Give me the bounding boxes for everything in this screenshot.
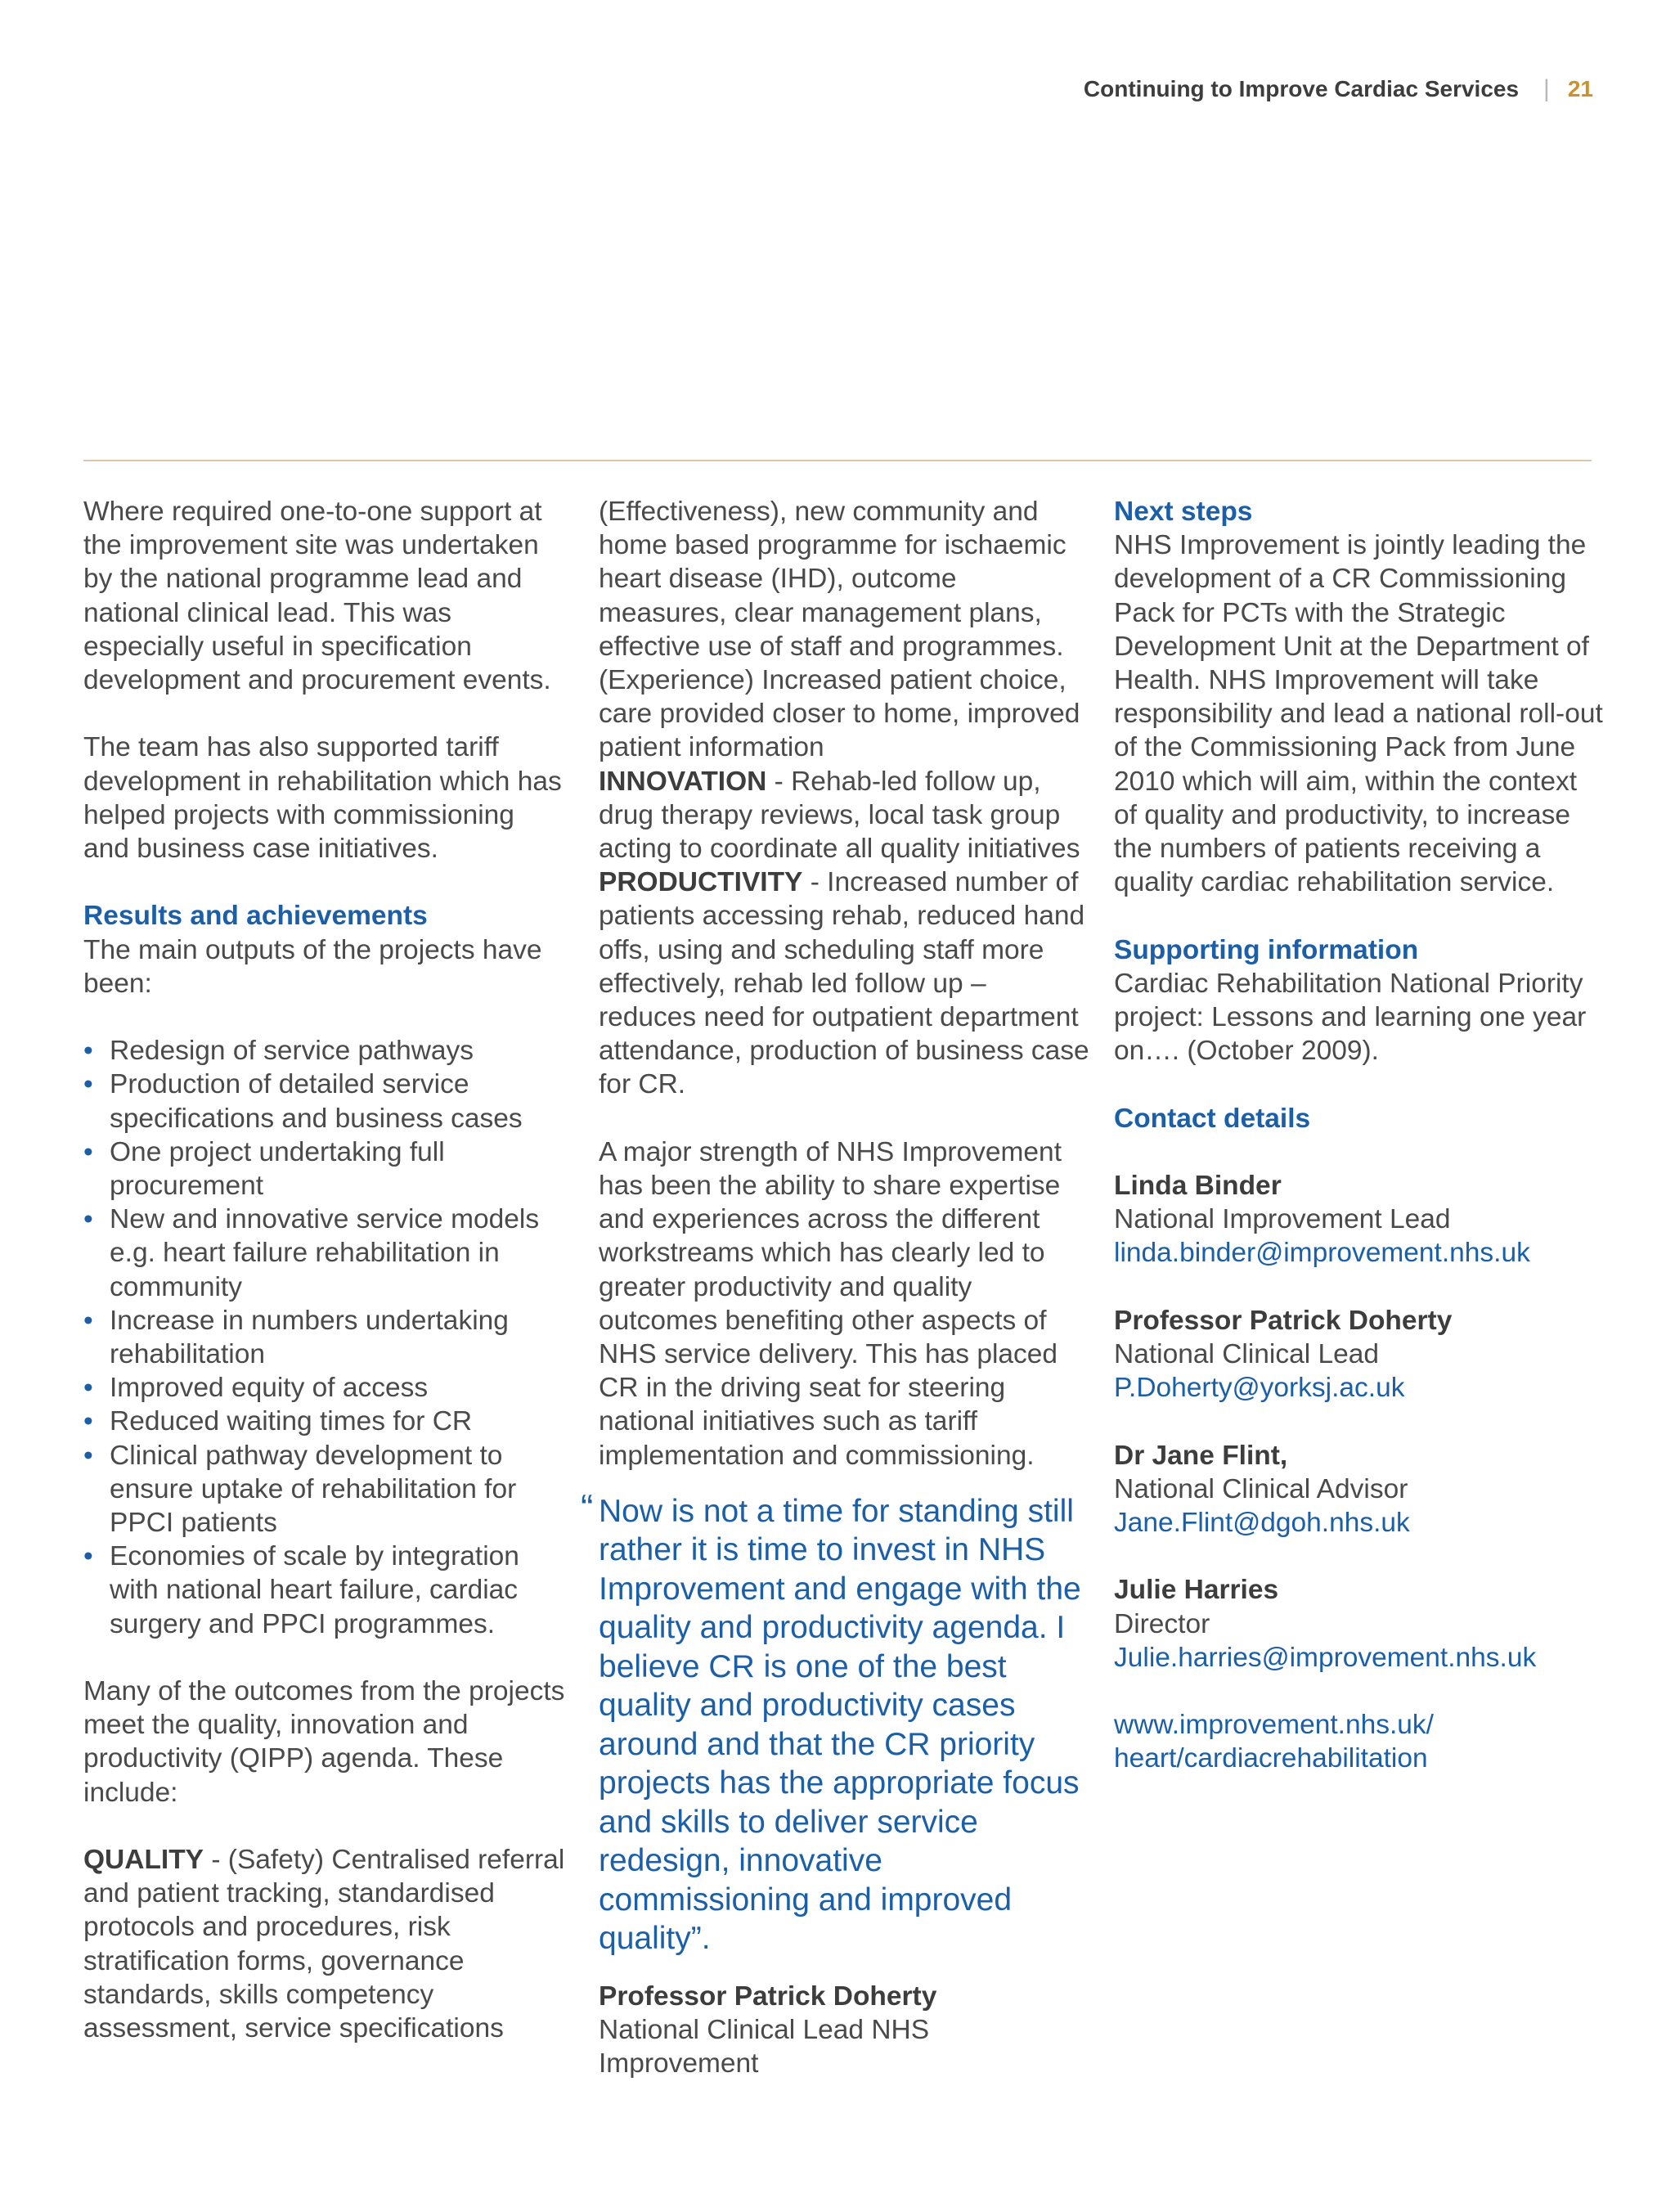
results-intro: The main outputs of the projects have been:	[83, 934, 542, 999]
section-divider	[83, 460, 1592, 461]
bullet-icon: •	[83, 1406, 93, 1437]
list-item: • One project undertaking full procurement	[83, 1136, 445, 1202]
contact-role: National Improvement Lead	[1114, 1204, 1451, 1235]
bullet-icon: •	[83, 1204, 93, 1235]
bullet-icon: •	[83, 1373, 93, 1404]
supporting-info-text: Cardiac Rehabilitation National Priority project: Lessons and learning one year on…. (October 2009).	[1114, 968, 1587, 1067]
next-steps-text: NHS Improvement is jointly leading the development of a CR Commissioning Pack for PCTs with the Strategic Development Unit at the Department of Health. NHS Improvement will take responsibility and lead a national roll-out of the Commissioning Pack from June 2010 which will aim, within the context of quality and productivity, to increase the numbers of patients receiving a quality cardiac rehabilitation service.	[1114, 530, 1603, 898]
column-left	[83, 495, 566, 2045]
innovation-label: INNOVATION	[599, 766, 767, 797]
contact-email-link[interactable]: Julie.harries@improvement.nhs.uk	[1114, 1642, 1537, 1673]
outputs-list	[83, 1034, 566, 1641]
contact-card	[1114, 1573, 1605, 1675]
contact-name: Professor Patrick Doherty	[1114, 1305, 1453, 1336]
list-item: • Increase in numbers undertaking rehabilitation	[83, 1305, 509, 1370]
list-item: • New and innovative service models e.g. heart failure rehabilitation in community	[83, 1204, 540, 1302]
running-header	[1084, 75, 1593, 103]
bullet-icon: •	[83, 1136, 93, 1167]
quality-paragraph: QUALITY - (Safety) Centralised referral and patient tracking, standardised protocols and procedures, risk stratification forms, governance standards, skills competency assessment, service specifications	[83, 1845, 565, 2044]
website-link[interactable]	[1114, 1708, 1605, 1775]
contact-card	[1114, 1304, 1605, 1405]
pull-quote	[581, 1486, 1089, 1958]
contact-role: National Clinical Advisor	[1114, 1473, 1408, 1504]
contact-heading: Contact details	[1114, 1103, 1311, 1134]
contact-name: Dr Jane Flint,	[1114, 1440, 1288, 1471]
bullet-icon: •	[83, 1036, 93, 1067]
contact-role: National Clinical Lead	[1114, 1339, 1380, 1370]
supporting-info-heading: Supporting information	[1114, 934, 1419, 965]
website-link-line-1[interactable]: www.improvement.nhs.uk/	[1114, 1710, 1434, 1741]
list-item: • Clinical pathway development to ensure uptake of rehabilitation for PPCI patients	[83, 1440, 517, 1539]
contact-email-link[interactable]: linda.binder@improvement.nhs.uk	[1114, 1238, 1530, 1269]
quote-mark-icon: “	[581, 1486, 594, 1529]
list-item: • Redesign of service pathways	[83, 1034, 566, 1068]
productivity-paragraph: PRODUCTIVITY - Increased number of patients accessing rehab, reduced hand offs, using and scheduling staff more effectively, rehab led follow up – reduces need for outpatient department attendance, production of business case for CR.	[599, 867, 1089, 1100]
contact-name: Julie Harries	[1114, 1575, 1279, 1606]
list-item: • Production of detailed service specifications and business cases	[83, 1069, 523, 1134]
results-heading: Results and achievements	[83, 901, 428, 932]
header-separator: |	[1543, 75, 1550, 102]
contact-role: Director	[1114, 1608, 1210, 1639]
bullet-icon: •	[83, 1305, 93, 1336]
list-item: • Reduced waiting times for CR	[83, 1405, 566, 1438]
page-number: 21	[1567, 76, 1593, 101]
next-steps-heading: Next steps	[1114, 497, 1253, 527]
column-right	[1114, 495, 1605, 1776]
list-item: • Improved equity of access	[83, 1371, 566, 1405]
intro-paragraph-2: The team has also supported tariff development in rehabilitation which has helped projects with commissioning and business case initiatives.	[83, 732, 562, 865]
quote-text: Now is not a time for standing still rather it is time to invest in NHS Improvement and engage with the quality and productivity agenda. I believe CR is one of the best quality and productivity cases around and that the CR priority projects has the appropriate focus and skills to deliver service redesign, innovative commissioning and improved quality”.	[599, 1493, 1081, 1957]
contact-email-link[interactable]: Jane.Flint@dgoh.nhs.uk	[1114, 1508, 1410, 1539]
list-item: • Economies of scale by integration with national heart failure, cardiac surgery and PPCI programmes.	[83, 1541, 519, 1639]
contact-card	[1114, 1169, 1605, 1270]
bullet-icon: •	[83, 1069, 93, 1100]
bullet-icon: •	[83, 1440, 93, 1471]
column-middle	[581, 495, 1089, 2080]
website-link-line-2[interactable]: heart/cardiacrehabilitation	[1114, 1743, 1428, 1774]
contact-card	[1114, 1439, 1605, 1540]
quality-label: QUALITY	[83, 1845, 204, 1876]
contact-email-link[interactable]: P.Doherty@yorksj.ac.uk	[1114, 1373, 1405, 1404]
quote-author: Professor Patrick Doherty	[599, 1980, 937, 2012]
contact-name: Linda Binder	[1114, 1171, 1282, 1202]
outcomes-paragraph: Many of the outcomes from the projects meet the quality, innovation and productivity (QIPP) agenda. These include:	[83, 1676, 565, 1808]
bullet-icon: •	[83, 1541, 93, 1572]
quote-author-role: National Clinical Lead NHS Improvement	[599, 2015, 930, 2079]
document-title: Continuing to Improve Cardiac Services	[1083, 76, 1520, 101]
innovation-paragraph: INNOVATION - Rehab-led follow up, drug therapy reviews, local task group acting to coordinate all quality initiatives	[599, 766, 1080, 865]
intro-paragraph-1: Where required one-to-one support at the improvement site was undertaken by the national programme lead and national clinical lead. This was especially useful in specification development and procurement events.	[83, 497, 551, 696]
strength-paragraph: A major strength of NHS Improvement has been the ability to share expertise and experiences across the different workstreams which has clearly led to greater productivity and quality outcomes benefiting other aspects of NHS service delivery. This has placed CR in the driving seat for steering national initiatives such as tariff implementation and commissioning.	[599, 1136, 1062, 1471]
productivity-label: PRODUCTIVITY	[599, 867, 803, 898]
quality-continued: (Effectiveness), new community and home based programme for ischaemic heart disease (IHD), outcome measures, clear management plans, effective use of staff and programmes. (Experience) Increased patient choice, care provided closer to home, improved patient information	[599, 497, 1080, 763]
